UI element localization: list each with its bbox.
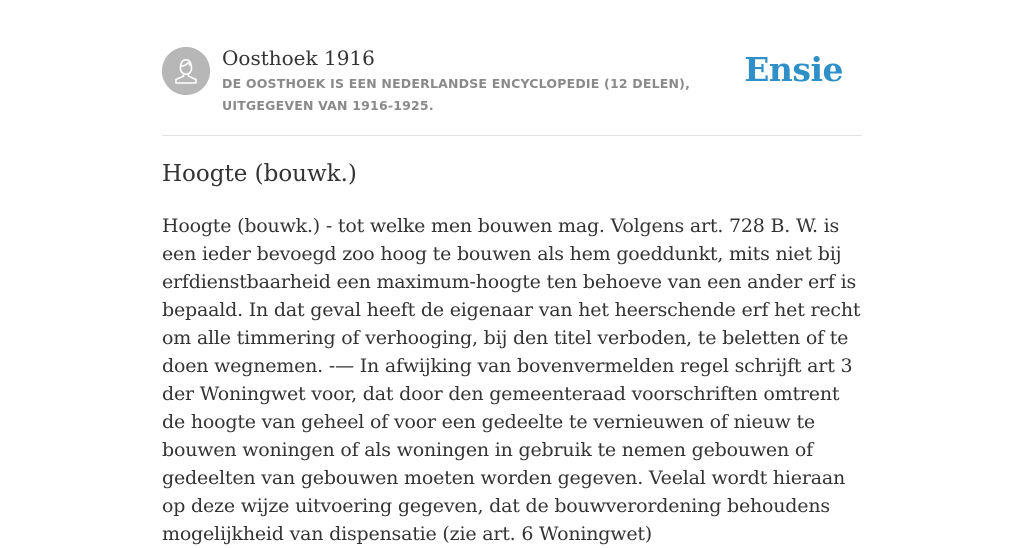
source-header <box>162 46 862 136</box>
article-body: Hoogte (bouwk.) - tot welke men bouwen mag. Volgens art. 728 B. W. is een ieder bevoegd zoo hoog te bouwen als hem goeddunkt, mits niet bij erfdienstbaarheid een maximum-hoogte ten behoeve van een ander erf is bepaald. In dat geval heeft de eigenaar van het heerschende erf het recht om alle timmering of verhooging, bij den titel verboden, te beletten of te doen wegnemen. -— In afwijking van bovenvermelden regel schrijft art 3 der Woningwet voor, dat door den gemeenteraad voorschriften omtrent de hoogte van geheel of voor een gedeelte te vernieuwen of nieuw te bouwen woningen of als woningen in gebruik te nemen gebouwen of gedeelten van gebouwen moeten worden gegeven. Veelal wordt hieraan op deze wijze uitvoering gegeven, dat de bouwverordening behoudens mogelijkheid van dispensatie (zie art. 6 Woningwet) <box>162 215 861 545</box>
header-divider <box>162 135 862 136</box>
source-description: DE OOSTHOEK IS EEN NEDERLANDSE ENCYCLOPEDIE (12 DELEN), UITGEGEVEN VAN 1916-1925. <box>222 76 691 113</box>
ensie-logo[interactable]: Ensie <box>744 50 843 89</box>
article-title: Hoogte (bouwk.) <box>162 161 357 187</box>
source-title[interactable]: Oosthoek 1916 <box>222 46 375 70</box>
user-avatar-icon[interactable] <box>162 47 210 95</box>
